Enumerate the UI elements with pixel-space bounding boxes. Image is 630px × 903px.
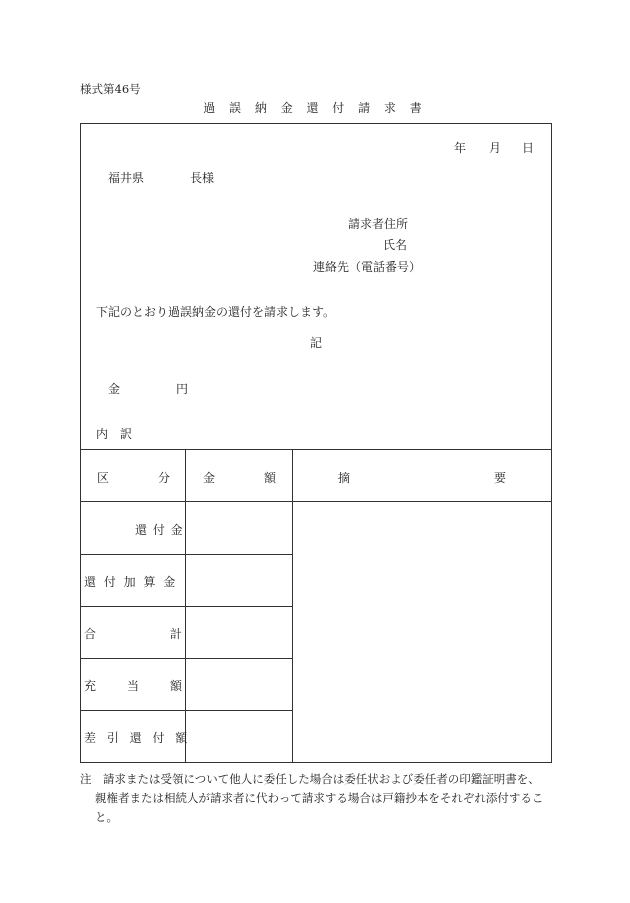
column-divider xyxy=(292,449,293,763)
form-frame xyxy=(80,123,552,763)
footnote-line-3: と。 xyxy=(95,810,118,824)
row-label-total-first: 合 xyxy=(84,627,97,641)
date-month-label: 月 xyxy=(489,141,502,155)
header-category-second: 分 xyxy=(158,471,171,485)
row-label-total-second: 計 xyxy=(170,627,183,641)
addressee-prefecture: 福井県 xyxy=(108,171,145,185)
footnote xyxy=(80,770,555,827)
table-header-border xyxy=(80,501,552,502)
table-top-border xyxy=(80,449,552,450)
row-divider xyxy=(80,606,292,607)
ki-label: 記 xyxy=(310,336,323,350)
addressee-suffix: 長様 xyxy=(190,171,215,185)
row-divider xyxy=(80,710,292,711)
row-label-allocation-second: 当 xyxy=(127,679,140,693)
claimant-contact-label: 連絡先（電話番号） xyxy=(313,260,422,274)
amount-unit: 円 xyxy=(176,382,189,396)
row-label-net-refund: 差 引 還 付 額 xyxy=(84,731,191,745)
footnote-line-2: 親権者または相続人が請求者に代わって請求する場合は戸籍抄本をそれぞれ添付するこ xyxy=(95,791,544,805)
header-category-first: 区 xyxy=(97,471,110,485)
breakdown-label: 内 訳 xyxy=(96,427,133,441)
claimant-name-label: 氏名 xyxy=(383,238,408,252)
amount-label: 金 xyxy=(108,382,121,396)
header-amount-second: 額 xyxy=(264,471,277,485)
column-divider xyxy=(185,449,186,763)
header-amount-first: 金 xyxy=(203,471,216,485)
footnote-line-1: 注 請求または受領について他人に委任した場合は委任状および委任者の印鑑証明書を、 xyxy=(80,772,540,786)
claimant-address-label: 請求者住所 xyxy=(348,217,409,231)
document-title: 過 誤 納 金 還 付 請 求 書 xyxy=(203,101,427,115)
row-label-refund: 還 付 金 xyxy=(135,523,184,537)
row-divider xyxy=(80,554,292,555)
form-number: 様式第46号 xyxy=(80,82,141,96)
header-remarks-second: 要 xyxy=(494,471,507,485)
request-statement: 下記のとおり過誤納金の還付を請求します。 xyxy=(96,305,336,319)
row-label-allocation-third: 額 xyxy=(170,679,183,693)
row-divider xyxy=(80,658,292,659)
row-label-allocation-first: 充 xyxy=(84,679,97,693)
header-remarks-first: 摘 xyxy=(338,471,351,485)
row-label-refund-addition: 還 付 加 算 金 xyxy=(84,575,178,589)
date-day-label: 日 xyxy=(522,141,535,155)
date-year-label: 年 xyxy=(454,141,467,155)
